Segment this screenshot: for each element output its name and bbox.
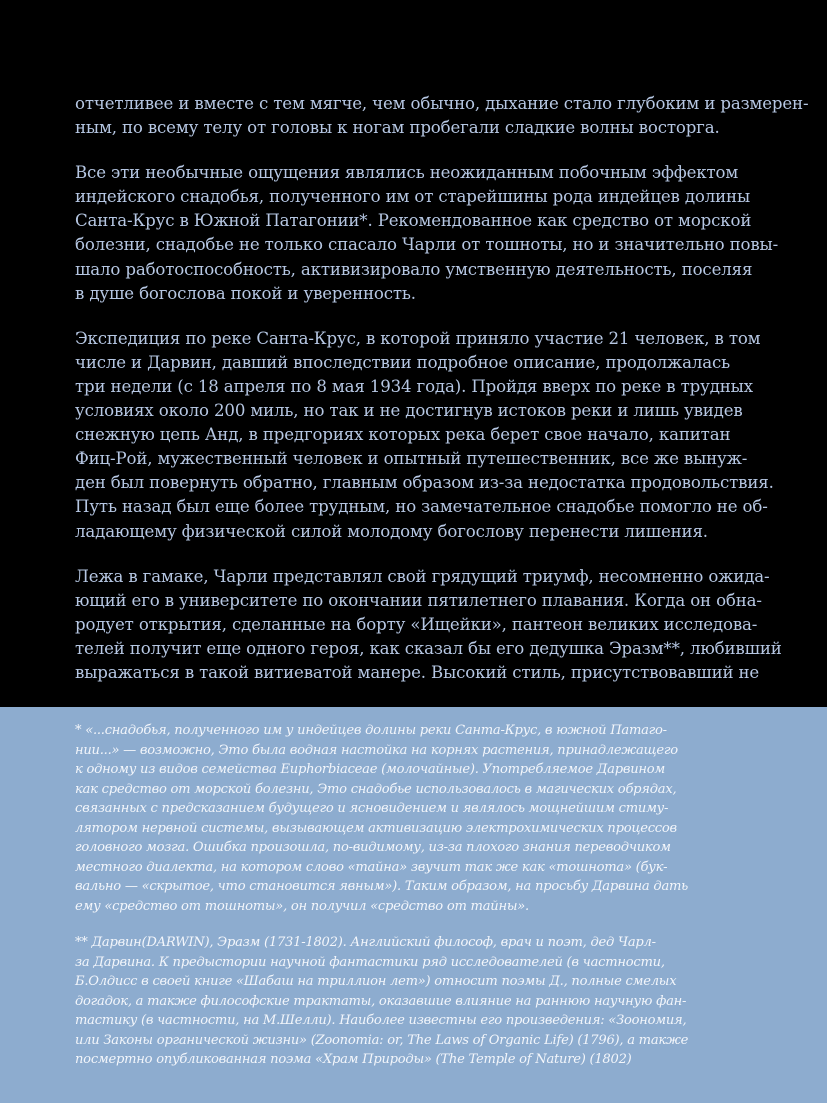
text-line: шало работоспособность, активизировало умственную деятельность, поселяя [75, 259, 753, 279]
footnote-line: нии...» — возможно, Это была водная настойка на корнях растения, принадлежащего [75, 742, 678, 758]
text-line: Санта-Крус в Южной Патагонии*. Рекомендованное как средство от морской [75, 211, 752, 231]
footnote-line: головного мозга. Ошибка произошла, по-видимому, из-за плохого знания переводчиком [75, 840, 671, 855]
footnote-line: Б.Олдисс в своей книге «Шабаш на триллион лет») относит поэмы Д., полные смелых [75, 974, 677, 989]
footnote-line: посмертно опубликованная поэма «Храм Природы» (The Temple of Nature) (1802) [75, 1052, 632, 1067]
footnote-line: * «...снадобья, полученного им у индейцев долины реки Санта-Крус, в южной Патаго- [75, 723, 667, 738]
footnote-line: за Дарвина. К предыстории научной фантастики ряд исследователей (в частности, [75, 954, 665, 970]
footnote-line: как средство от морской болезни, Это снадобье использовалось в магических обрядах, [75, 781, 677, 797]
footnote-line: тастику (в частности, на М.Шелли). Наиболее известны его произведения: «Зоономия, [75, 1013, 687, 1028]
footnotes-section [0, 707, 827, 1103]
text-line: три недели (с 18 апреля по 8 мая 1934 года). Пройдя вверх по реке в трудных [75, 376, 753, 396]
footnote-line: или Законы органической жизни» (Zoonomia: or, The Laws of Organic Life) (1796), а также [75, 1032, 689, 1048]
footnote-1 [75, 721, 765, 916]
footnote-line: догадок, а также философские трактаты, оказавшие влияние на раннюю научную фан- [75, 993, 687, 1009]
footnotes [75, 721, 765, 1070]
text-line: числе и Дарвин, давший впоследствии подробное описание, продолжалась [75, 352, 731, 372]
text-line: выражаться в такой витиеватой манере. Высокий стиль, присутствовавший не [75, 662, 760, 682]
text-line: Путь назад был еще более трудным, но замечательное снадобье помогло не об- [75, 497, 768, 517]
footnote-line: вально — «скрытое, что становится явным»). Таким образом, на просьбу Дарвина дать [75, 879, 689, 894]
text-line: ющий его в университете по окончании пятилетнего плавания. Когда он обна- [75, 590, 762, 610]
text-line: индейского снадобья, полученного им от старейшины рода индейцев долины [75, 187, 751, 207]
paragraph-1 [75, 92, 809, 140]
text-line: Экспедиция по реке Санта-Крус, в которой приняло участие 21 человек, в том [75, 328, 761, 348]
text-line: снежную цепь Анд, в предгориях которых река берет свое начало, капитан [75, 425, 731, 445]
text-line: отчетливее и вместе с тем мягче, чем обычно, дыхание стало глубоким и размерен- [75, 94, 809, 113]
text-line: Все эти необычные ощущения являлись неожиданным побочным эффектом [75, 163, 739, 183]
footnote-line: местного диалекта, на котором слово «тайна» звучит так же как «тошнота» (бук- [75, 859, 668, 875]
text-line: в душе богослова покой и уверенность. [75, 283, 416, 303]
footnote-line: ** Дарвин(DARWIN), Эразм (1731-1802). Английский философ, врач и поэт, дед Чарл- [75, 935, 656, 950]
footnote-line: связанных с предсказанием будущего и ясновидением и являлось мощнейшим стиму- [75, 801, 669, 816]
main-text [75, 92, 809, 685]
text-line: условиях около 200 миль, но так и не достигнув истоков реки и лишь увидев [75, 401, 743, 421]
text-line: болезни, снадобье не только спасало Чарли от тошноты, но и значительно повы- [75, 235, 779, 255]
footnote-line: к одному из видов семейства Euphorbiaceae (молочайные). Употребляемое Дарвином [75, 762, 666, 777]
footnote-line: лятором нервной системы, вызывающем активизацию электрохимических процессов [75, 820, 677, 836]
paragraph-3 [75, 327, 774, 544]
text-line: Лежа в гамаке, Чарли представлял свой грядущий триумф, несомненно ожида- [75, 566, 770, 586]
text-line: ным, по всему телу от головы к ногам пробегали сладкие волны восторга. [75, 118, 720, 138]
footnote-2 [75, 933, 765, 1070]
text-line: ладающему физической силой молодому богослову перенести лишения. [75, 521, 708, 541]
paragraph-2 [75, 161, 779, 306]
paragraph-4 [75, 565, 782, 685]
footnote-line: ему «средство от тошноты», он получил «средство от тайны». [75, 898, 529, 914]
text-line: родует открытия, сделанные на борту «Ищейки», пантеон великих исследова- [75, 614, 758, 634]
text-line: Фиц-Рой, мужественный человек и опытный путешественник, все же вынуж- [75, 449, 748, 469]
text-line: телей получит еще одного героя, как сказал бы его дедушка Эразм**, любивший [75, 638, 782, 658]
text-line: ден был повернуть обратно, главным образом из-за недостатка продовольствия. [75, 473, 774, 493]
